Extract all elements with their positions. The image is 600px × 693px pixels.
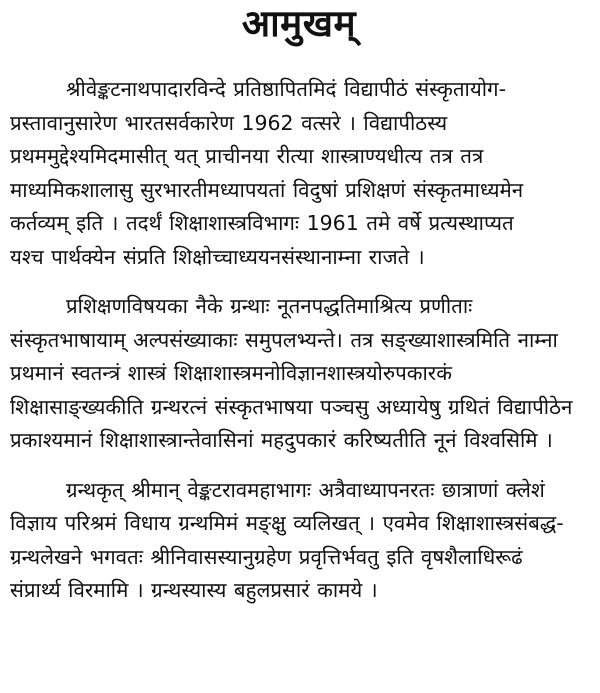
- text-line: प्रकाश्यमानं शिक्षाशास्त्रान्तेवासिनां महदुपकारं करिष्यतीति नूनं विश्वसिमि ।: [10, 428, 553, 452]
- text-line: प्रशिक्षणविषयका नैके ग्रन्थाः नूतनपद्धतिमाश्रित्य प्रणीताः: [66, 294, 473, 318]
- text-line: विज्ञाय परिश्रमं विधाय ग्रन्थमिमं मङ्क्षु व्यलिखत् । एवमेव शिक्षाशास्त्रसंबद्ध-: [10, 511, 564, 535]
- text-line: ग्रन्थलेखने भगवतः श्रीनिवासस्यानुग्रहेण प्रवृत्तिर्भवतु इति वृषशैलाधिरूढं: [10, 544, 523, 569]
- text-line: कर्तव्यम् इति । तदर्थं शिक्षाशास्त्रविभागः 1961 तमे वर्षे प्रत्यस्थाप्यत: [10, 211, 514, 235]
- paragraph-1: [10, 73, 588, 274]
- text-line: संस्कृतभाषायाम् अल्पसंख्याकाः समुपलभ्यन्ते। तत्र सङ्ख्याशास्त्रमिति नाम्ना: [10, 327, 558, 352]
- text-line: प्रथममुद्देश्यमिदमासीत् यत् प्राचीनया रीत्या शास्त्राण्यधीत्य तत्र तत्र: [10, 144, 484, 168]
- text-line: यश्च पार्थक्येन संप्रति शिक्षोच्चाध्ययनसंस्थानाम्ना राजते ।: [10, 244, 425, 269]
- text-line: ग्रन्थकृत् श्रीमान् वेङ्कटरावमहाभागः अत्रैवाध्यापनरतः छात्राणां क्लेशं: [66, 477, 545, 502]
- paragraph-3: [10, 474, 588, 608]
- text-line: प्रस्तावानुसारेण भारतसर्वकारेण 1962 वत्सरे । विद्यापीठस्य: [10, 110, 448, 135]
- text-line: प्रथमानं स्वतन्त्रं शास्त्रं शिक्षाशास्त्रमनोविज्ञानशास्त्रयोरुपकारकं: [10, 361, 452, 385]
- text-line: संप्रार्थ्य विरमामि । ग्रन्थस्यास्य बहुलप्रसारं कामये ।: [10, 578, 378, 602]
- text-line: श्रीवेङ्कटनाथपादारविन्दे प्रतिष्ठापितमिदं विद्यापीठं संस्कृतायोग-: [66, 77, 506, 101]
- page-title: आमुखम्: [241, 2, 357, 45]
- paragraph-2: [10, 290, 588, 458]
- text-line: माध्यमिकशालासु सुरभारतीमध्यापयतां विदुषां प्रशिक्षणं संस्कृतमाध्यमेन: [10, 177, 524, 202]
- text-line: शिक्षासाङ्ख्यकीति ग्रन्थरत्नं संस्कृतभाषया पञ्चसु अध्यायेषु ग्रथितं विद्यापीठेन: [10, 394, 573, 419]
